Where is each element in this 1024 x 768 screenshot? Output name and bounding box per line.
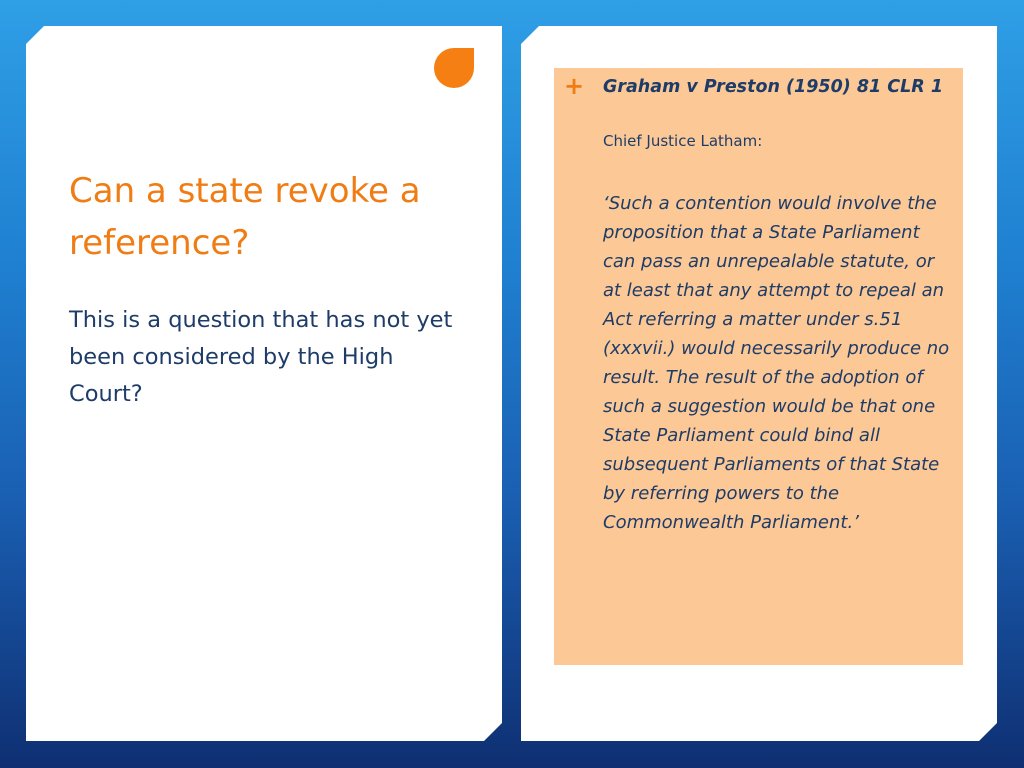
speaker-label: Chief Justice Latham: xyxy=(603,132,763,150)
slide-title: Can a state revoke a reference? xyxy=(69,171,421,263)
plus-icon: + xyxy=(564,72,585,100)
slide-body-text: This is a question that has not yet been considered by the High Court? xyxy=(69,307,453,407)
case-citation: Graham v Preston (1950) 81 CLR 1 xyxy=(603,77,944,97)
judicial-quote: ‘Such a contention would involve the proposition that a State Parliament can pass an unrepealable statute, or at least that any attempt to repeal an Act referring a matter under s.51 (xxxvii.) would necessarily produce no result. The result of the adoption of such a suggestion would be that one State Parliament could bind all subsequent Parliaments of that State by referring powers to the Commonwealth Parliament.’ xyxy=(603,193,950,533)
orange-drop-logo-icon xyxy=(434,48,474,88)
